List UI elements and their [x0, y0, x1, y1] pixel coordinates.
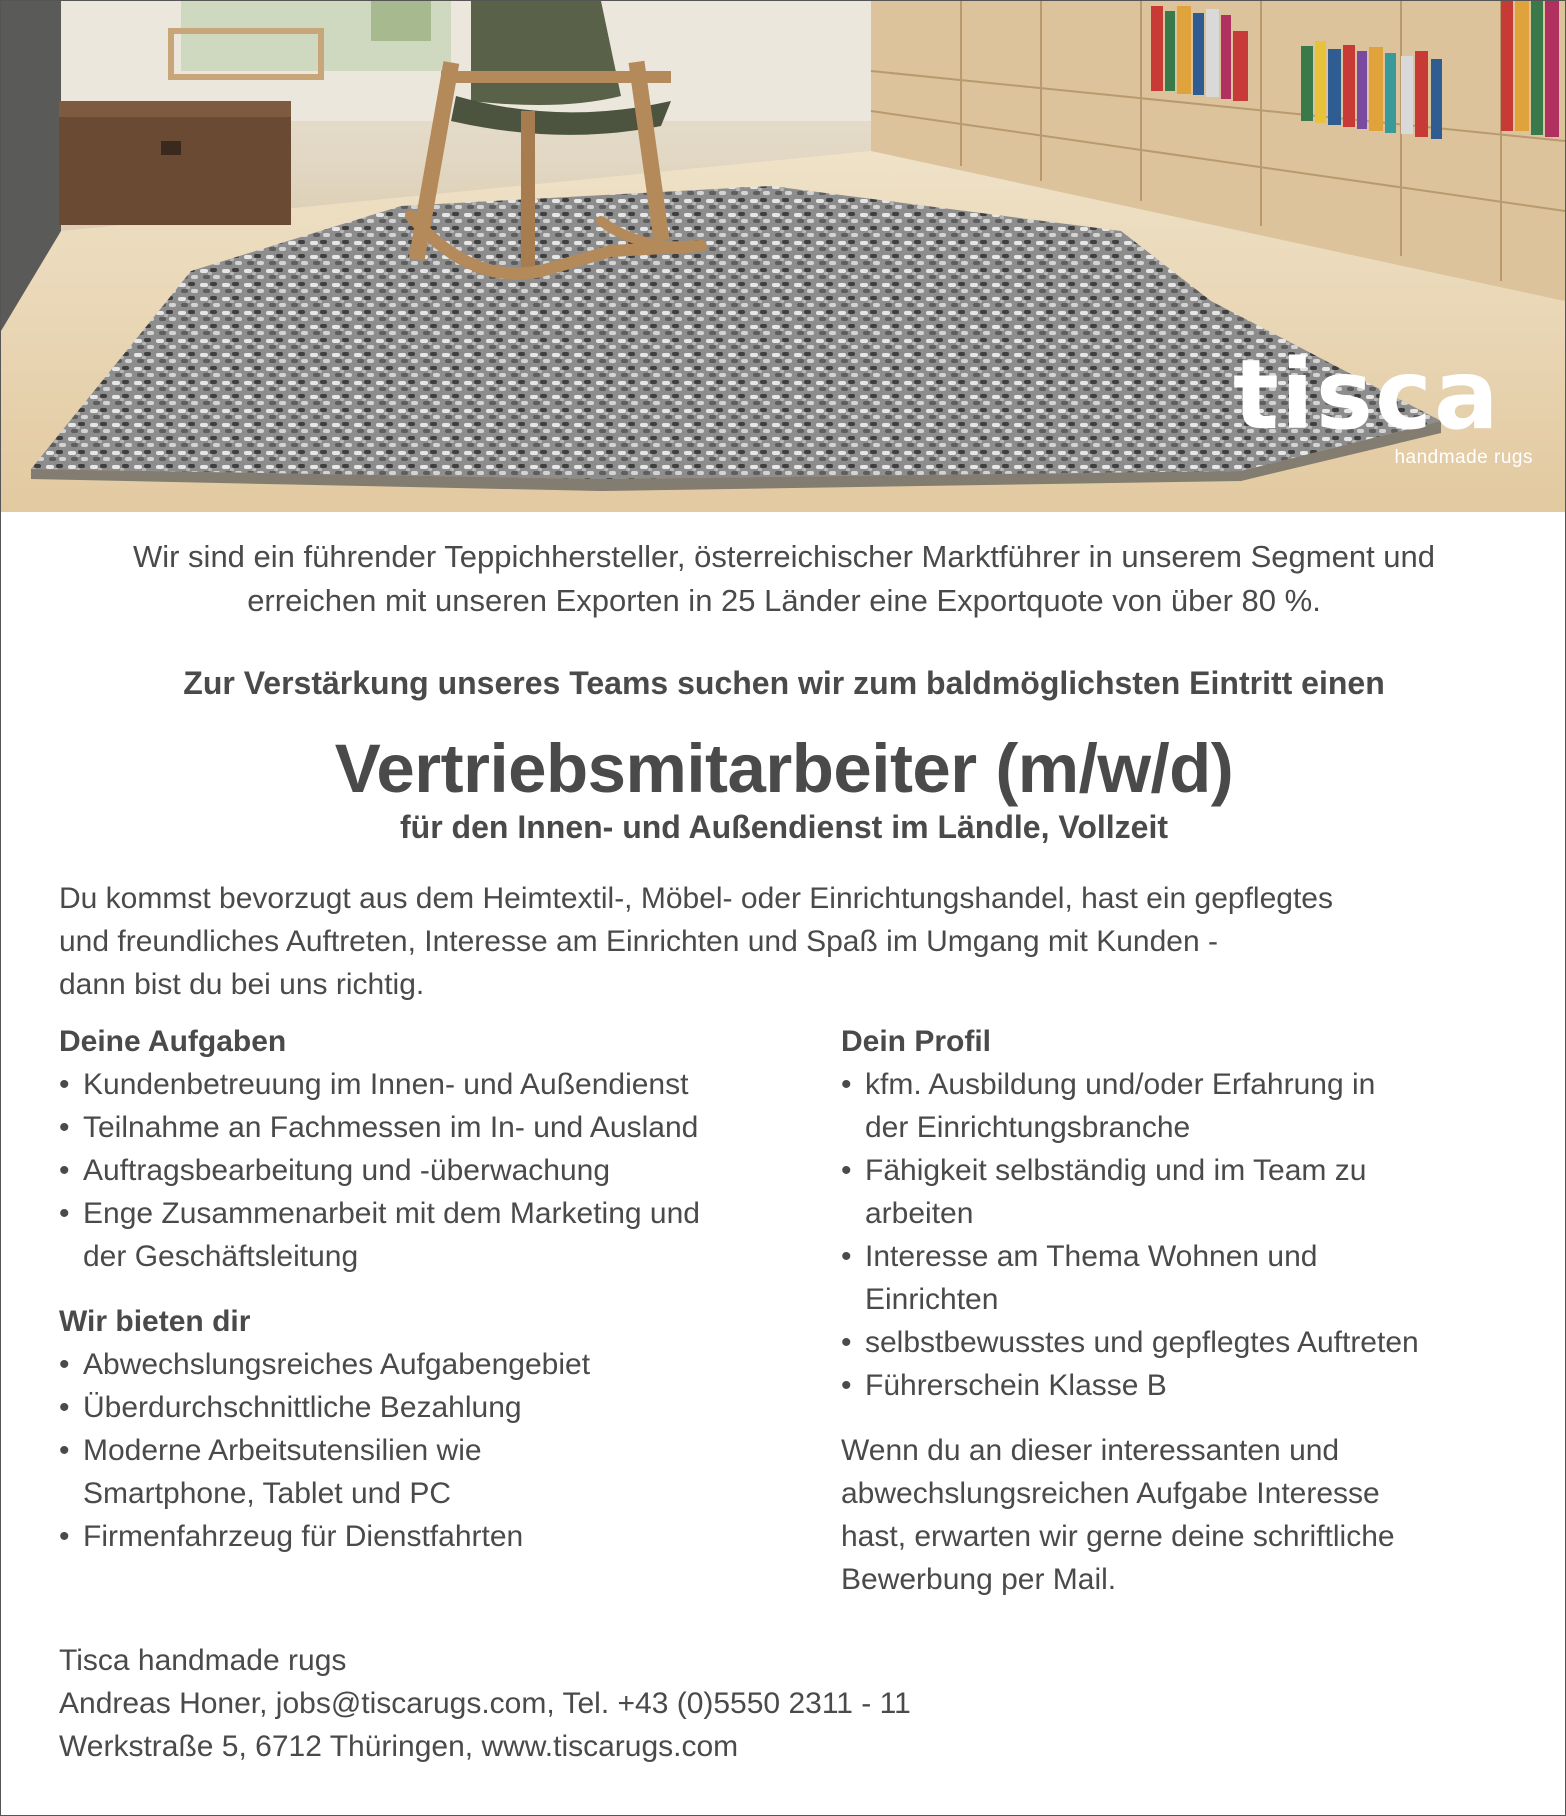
description-line: dann bist du bei uns richtig.	[59, 968, 425, 1001]
profile-list	[841, 1063, 1541, 1407]
tisca-logo	[1233, 339, 1533, 475]
list-item: • selbstbewusstes und gepflegtes Auftreten	[841, 1321, 1541, 1364]
address-line[interactable]: Werkstraße 5, 6712 Thüringen, www.tiscarugs.com	[59, 1730, 739, 1763]
closing-line: hast, erwarten wir gerne deine schriftliche	[841, 1520, 1395, 1553]
intro-line: erreichen mit unseren Exporten in 25 Länder eine Exportquote von über 80 %.	[247, 583, 1321, 618]
wooden-chest	[59, 101, 291, 225]
list-item: • Interesse am Thema Wohnen und Einrichten	[841, 1235, 1541, 1321]
list-item: • Moderne Arbeitsutensilien wie Smartphone, Tablet und PC	[59, 1429, 819, 1515]
closing-line: abwechslungsreichen Aufgabe Interesse	[841, 1477, 1380, 1510]
offers-heading: Wir bieten dir	[59, 1305, 251, 1338]
list-item: • Fähigkeit selbständig und im Team zu arbeiten	[841, 1149, 1541, 1235]
description-line: Du kommst bevorzugt aus dem Heimtextil-, Möbel- oder Einrichtungshandel, hast ein gepflegtes	[59, 882, 1333, 915]
contact-block	[59, 1639, 1459, 1768]
left-column	[59, 1020, 819, 1558]
right-column	[841, 1020, 1541, 1601]
intro-line: Wir sind ein führender Teppichhersteller, österreichischer Marktführer in unserem Segment und	[132, 539, 1436, 574]
description-line: und freundliches Auftreten, Interesse am Einrichten und Spaß im Umgang mit Kunden -	[59, 925, 1218, 958]
list-item: • Kundenbetreuung im Innen- und Außendienst	[59, 1063, 819, 1106]
job-description	[59, 877, 1529, 1006]
tasks-heading: Deine Aufgaben	[59, 1025, 287, 1058]
closing-line: Wenn du an dieser interessanten und	[841, 1434, 1340, 1467]
list-item: • Führerschein Klasse B	[841, 1364, 1541, 1407]
logo-wordmark: tisca	[1233, 339, 1501, 451]
job-title: Vertriebsmitarbeiter (m/w/d)	[334, 730, 1234, 807]
tasks-list	[59, 1063, 819, 1278]
list-item: • Teilnahme an Fachmessen im In- und Ausland	[59, 1106, 819, 1149]
hero-photo	[1, 1, 1565, 512]
offers-list	[59, 1343, 819, 1558]
list-item: • Überdurchschnittliche Bezahlung	[59, 1386, 819, 1429]
company-name: Tisca handmade rugs	[59, 1644, 347, 1677]
profile-heading: Dein Profil	[841, 1025, 992, 1058]
list-item: • Abwechslungsreiches Aufgabengebiet	[59, 1343, 819, 1386]
list-item: • Auftragsbearbeitung und -überwachung	[59, 1149, 819, 1192]
job-subtitle: für den Innen- und Außendienst im Ländle, Vollzeit	[400, 809, 1168, 845]
contact-person-line[interactable]: Andreas Honer, jobs@tiscarugs.com, Tel. +43 (0)5550 2311 - 11	[59, 1687, 911, 1720]
logo-tagline: handmade rugs	[1394, 447, 1533, 468]
list-item: • kfm. Ausbildung und/oder Erfahrung in der Einrichtungsbranche	[841, 1063, 1541, 1149]
list-item: • Firmenfahrzeug für Dienstfahrten	[59, 1515, 819, 1558]
closing-line: Bewerbung per Mail.	[841, 1563, 1117, 1596]
company-intro	[41, 535, 1527, 623]
closing-paragraph	[841, 1429, 1541, 1601]
list-item: • Enge Zusammenarbeit mit dem Marketing und der Geschäftsleitung	[59, 1192, 819, 1278]
lead-sentence: Zur Verstärkung unseres Teams suchen wir zum baldmöglichsten Eintritt einen	[183, 665, 1385, 701]
